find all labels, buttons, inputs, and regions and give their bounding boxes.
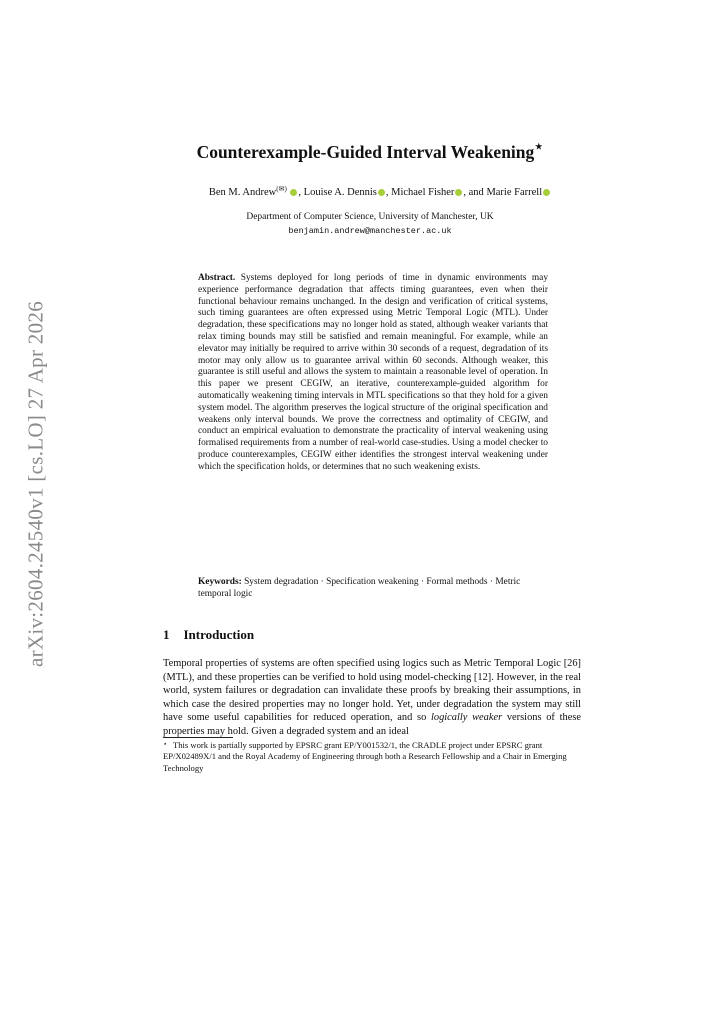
footnote [163,739,581,774]
orcid-icon[interactable] [378,189,385,196]
affiliation: Department of Computer Science, University of Manchester, UK [246,212,494,222]
orcid-icon[interactable] [455,189,462,196]
section-title: Introduction [183,627,255,642]
arxiv-id: arXiv:2604.24540v1 [cs.LO] 27 Apr 2026 [23,300,48,668]
author-name: Michael Fisher [391,187,455,198]
author-email[interactable]: benjamin.andrew@manchester.ac.uk [288,226,452,236]
abstract-label: Abstract. [198,273,236,283]
footnote-rule [163,737,233,738]
author-list: Ben M. Andrew(✉) , Louise A. Dennis , Michael Fisher , and Marie Farrell [120,185,640,198]
footnote-text: This work is partially supported by EPSRC grant EP/Y001532/1, the CRADLE project under EPSRC grant EP/X02489X/1 and the Royal Academy of Engineering through both a Research Fellowship and a Chair in Emerging Technology [163,740,567,773]
author-name: Ben M. Andrew [208,187,277,198]
paper-title: Counterexample-Guided Interval Weakening⋆ [196,139,544,162]
author-name: Louise A. Dennis [303,187,377,198]
keywords [198,577,548,601]
section-heading [163,627,254,643]
corresponding-mark: (✉) [276,185,287,193]
keywords-label: Keywords: [198,577,242,587]
keywords-text: System degradation · Specification weakening · Formal methods · Metric temporal logic [198,577,521,599]
section-number: 1 [163,627,170,642]
emphasis: logically weaker [431,712,503,723]
orcid-icon[interactable] [543,189,550,196]
intro-paragraph: Temporal properties of systems are often specified using logics such as Metric Temporal Logic [26] (MTL), and these properties can be verified to hold using model-checking [12]. However, in the real world, system failures or degradation can invalidate these proofs by breaking their assumptions, in which case the desired properties may no longer hold. Yet, under degradation the system may still have some useful capabilities for reduced operation, and so logically weaker versions of these properties may hold. Given a degraded system and an ideal [163,658,581,737]
title-footnote-mark: ⋆ [534,139,544,155]
footnote-mark: ⋆ [163,740,168,748]
abstract-text: Systems deployed for long periods of time in dynamic environments may experience performance degradation that affects timing guarantees, even when their functional behaviour remains unchanged. In the design and verification of critical systems, such timing guarantees are often expressed using Metric Temporal Logic (MTL). Under degradation, these specifications may no longer hold as stated, although weaker variants that relax timing bounds may still be satisfied and remain meaningful. For example, while an elevator may initially be required to arrive within 30 seconds of a request, degradation of its motor may only allow us to guarantee arrival within 60 seconds. Although weaker, this guarantee is still useful and allows the system to maintain a reasonable level of operation. In this paper we present CEGIW, an iterative, counterexample-guided algorithm for automatically weakening timing intervals in MTL specifications so that they hold for a given system model. The algorithm preserves the logical structure of the original specification and weakens only interval bounds. We prove the correctness and optimality of CEGIW, and conduct an empirical evaluation to demonstrate the practicality of interval weakening using formalised requirements from a number of real-world case-studies. Using a model checker to produce counterexamples, CEGIW either identifies the strongest interval weakening under which the specification holds, or determines that no such weakening exists. [198,273,548,472]
orcid-icon[interactable] [290,189,297,196]
abstract [198,273,548,474]
arxiv-sidebar-stamp [18,298,54,670]
author-name: Marie Farrell [486,187,543,198]
